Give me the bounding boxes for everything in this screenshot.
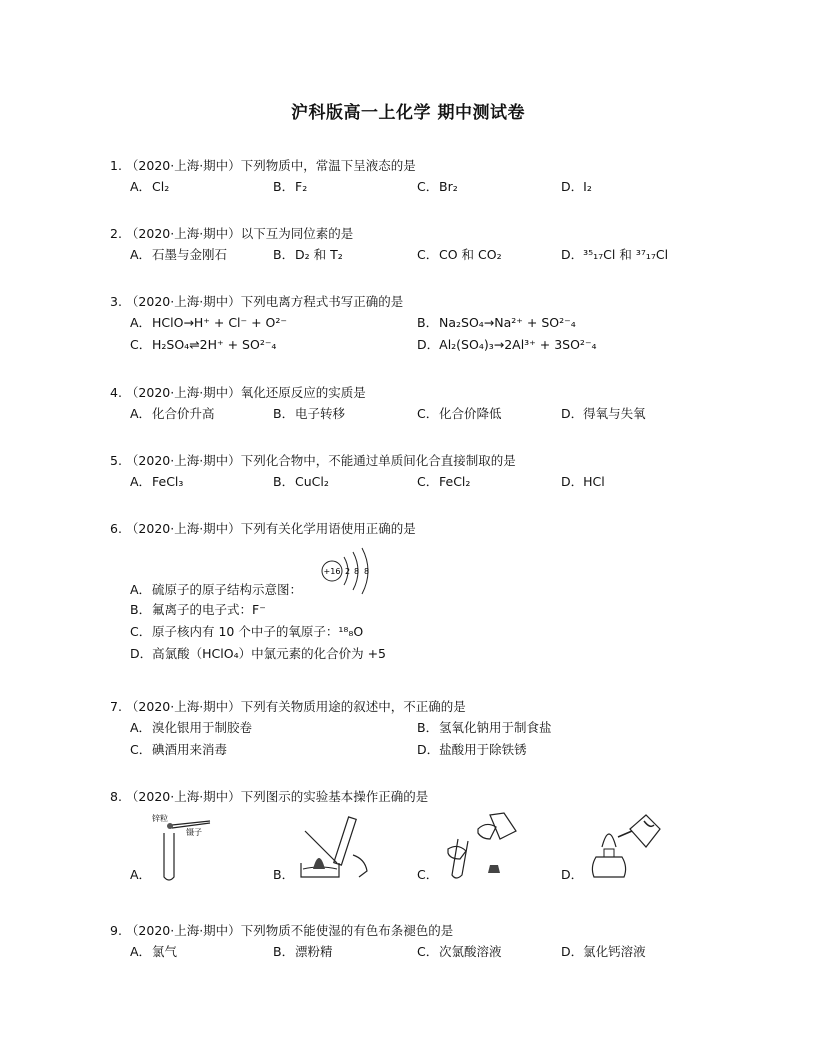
option-d[interactable]: D．盐酸用于除铁锈 bbox=[417, 742, 527, 757]
question-number: 3. bbox=[110, 294, 122, 309]
option-b[interactable]: B．氟离子的电子式：F⁻ bbox=[130, 602, 266, 617]
options-row bbox=[110, 312, 710, 334]
question-8 bbox=[110, 787, 710, 883]
option-b[interactable]: B． bbox=[273, 867, 295, 882]
question-text: 下列物质不能使湿的有色布条褪色的是 bbox=[240, 923, 454, 938]
clamp-rod bbox=[305, 831, 337, 863]
question-9 bbox=[110, 921, 710, 963]
question-2 bbox=[110, 224, 710, 266]
options-row bbox=[110, 471, 710, 493]
option-c[interactable]: C． bbox=[417, 867, 439, 882]
nucleus-charge: +16 bbox=[323, 567, 341, 576]
question-text: 下列电离方程式书写正确的是 bbox=[240, 294, 404, 309]
flame bbox=[313, 858, 325, 869]
bottle-stopper bbox=[488, 865, 500, 873]
question-3 bbox=[110, 292, 710, 356]
option-a[interactable]: A．HClO→H⁺ + Cl⁻ + O²⁻ bbox=[130, 315, 287, 330]
question-text: 下列物质中，常温下呈液态的是 bbox=[240, 158, 416, 173]
question-text: 下列化合物中，不能通过单质间化合直接制取的是 bbox=[240, 453, 516, 468]
option-b[interactable]: B．F₂ bbox=[273, 179, 308, 194]
question-source: （2020·上海·期中） bbox=[125, 226, 241, 241]
option-a[interactable]: A．化合价升高 bbox=[130, 406, 215, 421]
option-c[interactable]: C．碘酒用来消毒 bbox=[130, 742, 228, 757]
option-d[interactable]: D．Al₂(SO₄)₃→2Al³⁺ + 3SO²⁻₄ bbox=[417, 337, 597, 352]
option-b[interactable]: B．氢氧化钠用于制食盐 bbox=[417, 720, 552, 735]
option-b[interactable]: B．漂粉精 bbox=[273, 944, 333, 959]
option-d[interactable]: D．I₂ bbox=[561, 179, 592, 194]
question-number: 1. bbox=[110, 158, 122, 173]
option-a[interactable]: A．溴化银用于制胶卷 bbox=[130, 720, 253, 735]
alcohol-lamp bbox=[592, 857, 625, 877]
figure-options-row bbox=[110, 807, 710, 883]
zinc-label: 锌粒 bbox=[152, 814, 168, 823]
question-number: 7. bbox=[110, 699, 122, 714]
question-6 bbox=[110, 519, 710, 665]
option-c[interactable]: C．H₂SO₄⇌2H⁺ + SO²⁻₄ bbox=[130, 337, 277, 352]
question-source: （2020·上海·期中） bbox=[125, 923, 241, 938]
question-7 bbox=[110, 697, 710, 761]
atom-structure-diagram bbox=[320, 543, 380, 595]
question-number: 2. bbox=[110, 226, 122, 241]
option-d[interactable]: D． bbox=[561, 867, 584, 882]
lamp-neck bbox=[604, 849, 614, 857]
options-row bbox=[110, 334, 710, 356]
option-a-row bbox=[110, 539, 710, 599]
option-b[interactable]: B．Na₂SO₄→Na²⁺ + SO²⁻₄ bbox=[417, 315, 576, 330]
question-text: 氧化还原反应的实质是 bbox=[240, 385, 366, 400]
option-b[interactable]: B．D₂ 和 T₂ bbox=[273, 247, 343, 262]
options-row bbox=[110, 717, 710, 739]
option-d[interactable]: D．氯化钙溶液 bbox=[561, 944, 646, 959]
option-d[interactable]: D．HCl bbox=[561, 474, 605, 489]
option-c[interactable]: C．Br₂ bbox=[417, 179, 458, 194]
second-lamp bbox=[630, 815, 660, 847]
lighting-wick bbox=[618, 831, 632, 837]
question-source: （2020·上海·期中） bbox=[125, 699, 241, 714]
question-number: 5. bbox=[110, 453, 122, 468]
hand bbox=[353, 855, 367, 877]
question-stem bbox=[110, 292, 710, 312]
question-number: 8. bbox=[110, 789, 122, 804]
option-c[interactable]: C．化合价降低 bbox=[417, 406, 502, 421]
option-d[interactable]: D．高氯酸（HClO₄）中氯元素的化合价为 +5 bbox=[130, 646, 386, 661]
question-text: 下列有关物质用途的叙述中，不正确的是 bbox=[240, 699, 466, 714]
figure-a-test-tube-zinc bbox=[150, 811, 220, 883]
question-source: （2020·上海·期中） bbox=[125, 789, 241, 804]
question-text: 下列有关化学用语使用正确的是 bbox=[240, 521, 416, 536]
hand-holding-bottle bbox=[478, 824, 496, 839]
question-5 bbox=[110, 451, 710, 493]
option-c[interactable]: C．CO 和 CO₂ bbox=[417, 247, 502, 262]
shell-electrons-1: 2 bbox=[345, 567, 351, 576]
question-source: （2020·上海·期中） bbox=[125, 294, 241, 309]
option-a[interactable]: A．氯气 bbox=[130, 944, 178, 959]
shell-electrons-3: 8 bbox=[364, 567, 370, 576]
tweezers-label: 镊子 bbox=[186, 828, 202, 837]
question-stem bbox=[110, 383, 710, 403]
question-source: （2020·上海·期中） bbox=[125, 453, 241, 468]
option-d[interactable]: D．³⁵₁₇Cl 和 ³⁷₁₇Cl bbox=[561, 247, 669, 262]
option-c[interactable]: C．次氯酸溶液 bbox=[417, 944, 502, 959]
question-text: 下列图示的实验基本操作正确的是 bbox=[240, 789, 429, 804]
figure-c-pouring-liquid bbox=[438, 809, 528, 883]
option-a[interactable]: A．FeCl₃ bbox=[130, 474, 184, 489]
question-text: 以下互为同位素的是 bbox=[240, 226, 354, 241]
option-a[interactable]: A．硫原子的原子结构示意图： bbox=[130, 582, 303, 597]
question-source: （2020·上海·期中） bbox=[125, 521, 241, 536]
options-row bbox=[110, 176, 710, 198]
question-source: （2020·上海·期中） bbox=[125, 158, 241, 173]
question-1 bbox=[110, 156, 710, 198]
shell-electrons-2: 8 bbox=[354, 567, 360, 576]
question-stem bbox=[110, 224, 710, 244]
option-b[interactable]: B．CuCl₂ bbox=[273, 474, 329, 489]
question-4 bbox=[110, 383, 710, 425]
question-number: 9. bbox=[110, 923, 122, 938]
option-c[interactable]: C．FeCl₂ bbox=[417, 474, 471, 489]
options-row bbox=[110, 403, 710, 425]
question-number: 4. bbox=[110, 385, 122, 400]
test-tube bbox=[334, 817, 356, 865]
question-stem bbox=[110, 787, 710, 807]
question-stem bbox=[110, 921, 710, 941]
option-c[interactable]: C．原子核内有 10 个中子的氧原子：¹⁸₈O bbox=[130, 624, 364, 639]
question-number: 6. bbox=[110, 521, 122, 536]
question-source: （2020·上海·期中） bbox=[125, 385, 241, 400]
option-a[interactable]: A．Cl₂ bbox=[130, 179, 170, 194]
question-stem bbox=[110, 156, 710, 176]
options-row bbox=[110, 941, 710, 963]
exam-title: 沪科版高一上化学 期中测试卷 bbox=[291, 103, 525, 123]
flame bbox=[602, 834, 616, 847]
option-d[interactable]: D．得氧与失氧 bbox=[561, 406, 646, 421]
question-stem bbox=[110, 519, 710, 539]
options-row bbox=[110, 244, 710, 266]
question-stem bbox=[110, 697, 710, 717]
question-stem bbox=[110, 451, 710, 471]
zinc-granule bbox=[167, 823, 173, 829]
option-a[interactable]: A． bbox=[130, 867, 152, 882]
test-tube bbox=[164, 833, 174, 880]
option-b[interactable]: B．电子转移 bbox=[273, 406, 346, 421]
option-a[interactable]: A．石墨与金刚石 bbox=[130, 247, 228, 262]
options-row bbox=[110, 739, 710, 761]
figure-d-alcohol-lamp bbox=[584, 807, 664, 883]
figure-b-heating-test-tube bbox=[295, 807, 375, 883]
